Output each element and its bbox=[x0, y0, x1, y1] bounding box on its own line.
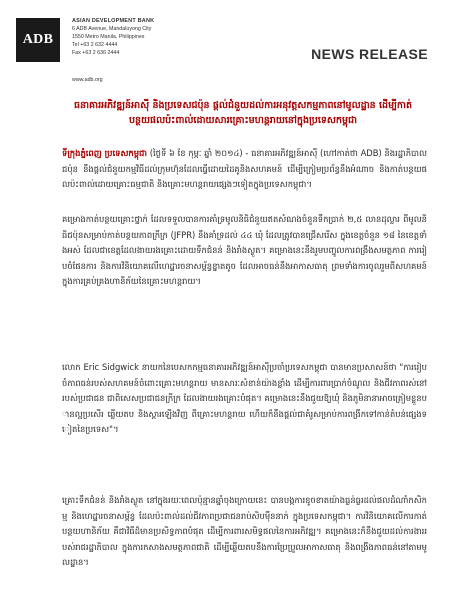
adb-logo bbox=[16, 18, 60, 62]
address-line: Fax +63 2 636 2444 bbox=[72, 50, 120, 56]
org-name: ASIAN DEVELOPMENT BANK bbox=[72, 18, 155, 24]
website-link[interactable]: www.adb.org bbox=[72, 77, 103, 83]
address-line: Tel +63 2 632 4444 bbox=[72, 42, 118, 48]
address-line: 1550 Metro Manila, Philippines bbox=[72, 34, 145, 40]
address-line: 6 ADB Avenue, Mandaluyong City bbox=[72, 26, 152, 32]
news-release-label: NEWS RELEASE bbox=[311, 46, 428, 62]
article-paragraph-4: គ្រោះទឹកជំនន់ និងរាំងស្ងួត នៅក្នុងរយៈពេលប៉ុន្មានឆ្នាំចុងក្រោយនេះ បានបង្កការខូចខាតយ៉ាងធ្ងន់ធ្ងរដល់ផលដំណាំកសិកម្ម និងហេដ្ឋារចនាសម្ព័ន្ធ ដែលប៉ះពាល់ដល់ជីវភាពប្រជាជនរាប់សិបម៉ឺននាក់ ក្នុងប្រទេសកម្ពុជា។ ការវិនិយោគលើការកាត់បន្ថយហានិភ័យ គឺជាវិធីដ៏មានប្រសិទ្ធភាពបំផុត ដើម្បីការពារសមិទ្ធផលនៃការអភិវឌ្ឍ។ គម្រោងនេះក៏នឹងជួយដល់ការងាររបស់រាជរដ្ឋាភិបាល ក្នុងការកសាងសមត្ថភាពជាតិ ដើម្បីឆ្លើយតបនឹងការប្រែប្រួលអាកាសធាតុ និងពង្រឹងភាពធន់នៅតាមមូលដ្ឋាន។ bbox=[62, 495, 427, 567]
article-title: ធនាគារអភិវឌ្ឍន៍អាស៊ី និងប្រទេសជប៉ុន ផ្តល់ជំនួយដល់ការអនុវត្តសកម្មភាពនៅមូលដ្ឋាន ដើម្បីកាត់បន្ថយផលប៉ះពាល់ដោយសារគ្រោះមហន្តរាយនៅក្នុងប្រទេសកម្ពុជា bbox=[73, 100, 412, 126]
letterhead-address bbox=[72, 17, 154, 57]
dateline: ទីក្រុងភ្នំពេញ ប្រទេសកម្ពុជា bbox=[62, 148, 148, 158]
article-paragraph-3: លោក Eric Sidgwick នាយកនៃបេសកកម្មធនាគារអភិវឌ្ឍន៍អាស៊ីប្រចាំប្រទេសកម្ពុជា បានមានប្រសាសន៍ថា "ការរៀបចំភាពធន់របស់សហគមន៍ចំពោះគ្រោះមហន្តរាយ មានសារៈសំខាន់យ៉ាងខ្លាំង ដើម្បីការពារប្រាក់ចំណូល និងជីវភាពរស់នៅរបស់ប្រជាជន ជាពិសេសប្រជាជនក្រីក្រ ដែលងាយរងគ្រោះបំផុត។ គម្រោងនេះនឹងជួយឱ្យឃុំ និងភូមិនានាអាចត្រៀមខ្លួនបានល្អប្រសើរ ឆ្លើយតប និងស្តារឡើងវិញ ពីគ្រោះមហន្តរាយ ហើយក៏នឹងផ្តល់ជាគំរូសម្រាប់ការពង្រីកទៅកាន់តំបន់ផ្សេងទៀតនៃប្រទេស"។ bbox=[62, 362, 427, 434]
article-paragraph-2: គម្រោងកាត់បន្ថយគ្រោះថ្នាក់ ដែលទទួលបានការគាំទ្រមូលនិធិជំនួយឥតសំណងចំនួនទឹកប្រាក់ ២,៥ លានដុល្លារ ពីមូលនិធិជប៉ុនសម្រាប់កាត់បន្ថយភាពក្រីក្រ (JFPR) នឹងគាំទ្រដល់ ៤៤ ឃុំ ដែលត្រូវបានជ្រើសរើស ក្នុងខេត្តចំនួន ១៨ នៃខេត្តទាំងអស់ ដែលជាខេត្តដែលងាយរងគ្រោះដោយទឹកជំនន់ និងរាំងស្ងួត។ គម្រោងនេះនឹងរួមបញ្ចូលការពង្រឹងសមត្ថភាព ការរៀបចំផែនការ និងការវិនិយោគលើហេដ្ឋារចនាសម្ព័ន្ធខ្នាតតូច ដែលអាចធន់នឹងអាកាសធាតុ ព្រមទាំងការចូលរួមពីសហគមន៍ ក្នុងការគ្រប់គ្រងហានិភ័យនៃគ្រោះមហន្តរាយ។ bbox=[62, 214, 427, 286]
article-paragraph-1 bbox=[62, 146, 427, 193]
paragraph-text: (ថ្ងៃទី ៦ ខែ កុម្ភៈ ឆ្នាំ ២០១៤) - ធនាគារអភិវឌ្ឍន៍អាស៊ី (ហៅកាត់ថា ADB) និងរដ្ឋាភិបាលជប៉ុន នឹងផ្តល់ជំនួយកម្មវិធីដល់ក្រុមហ៊ុនដែលធ្វើដោយដៃគូនិងសហគមន៍ ដើម្បីក្រៀមប្រព័ន្ធនឹងអំណាច និងកាត់បន្ថយផលប៉ះពាល់ដោយគ្រោះធម្មជាតិ និងគ្រោះមហន្តរាយផ្សេងៗទៀតក្នុងប្រទេសកម្ពុជា។ bbox=[62, 148, 427, 189]
logo-text: ADB bbox=[22, 32, 54, 47]
